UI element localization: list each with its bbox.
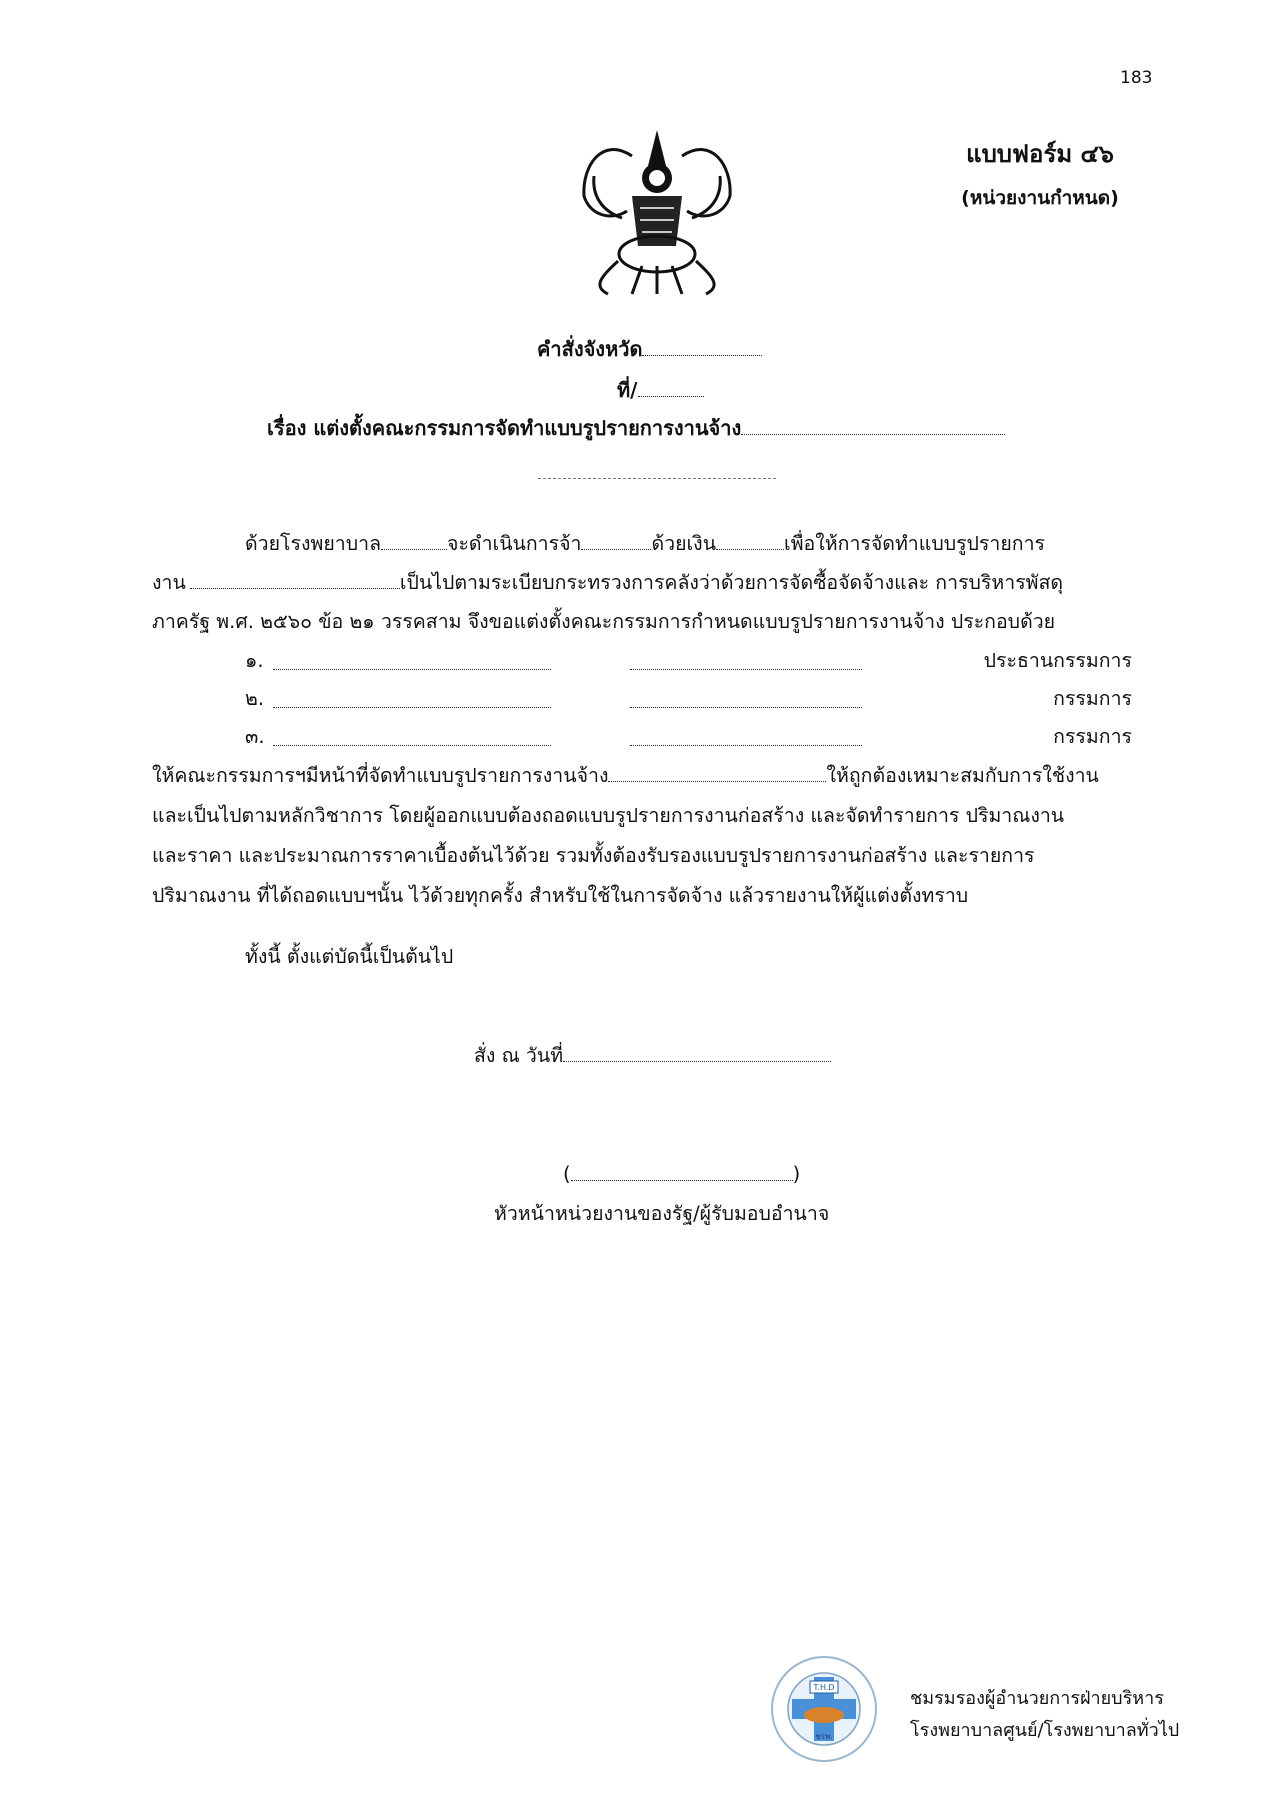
garuda-emblem <box>572 126 742 298</box>
member-role: กรรมการ <box>1053 725 1132 748</box>
signer-name-blank[interactable] <box>571 1160 793 1181</box>
member-name-blank[interactable] <box>273 649 551 670</box>
association-logo <box>770 1655 878 1763</box>
order-number-blank[interactable] <box>638 376 704 397</box>
footer-line-1: ชมรมรองผู้อำนวยการฝ่ายบริหาร <box>910 1688 1164 1709</box>
paragraph-line-2 <box>152 567 1162 598</box>
order-number-line <box>617 374 704 406</box>
signature-name-line <box>563 1160 1273 1186</box>
order-province-line <box>537 333 762 365</box>
footer-text <box>910 1683 1179 1747</box>
member-name-blank[interactable] <box>273 687 551 708</box>
effective-statement: ทั้งนี้ ตั้งแต่บัดนี้เป็นต้นไป <box>245 945 454 968</box>
member-number: ๒. <box>245 687 265 710</box>
member-name-blank[interactable] <box>273 725 551 746</box>
budget-blank[interactable] <box>716 530 784 551</box>
member-role: กรรมการ <box>1053 687 1132 710</box>
order-number-label: ที่/ <box>617 378 638 402</box>
member-role: ประธานกรรมการ <box>983 649 1132 672</box>
p1-text-2: จะดำเนินการจ้า <box>447 532 582 555</box>
member-position-blank[interactable] <box>630 725 862 746</box>
paragraph-line-6: และราคา และประมาณการราคาเบื้องต้นไว้ด้วย รวมทั้งต้องรับรองแบบรูปรายการงานก่อสร้าง และรายการ <box>152 844 1035 867</box>
order-subject-label: เรื่อง แต่งตั้งคณะกรรมการจัดทำแบบรูปรายการงานจ้าง <box>267 416 742 440</box>
footer-line-2: โรงพยาบาลศูนย์/โรงพยาบาลทั่วไป <box>910 1720 1180 1741</box>
form-subtitle: (หน่วยงานกำหนด) <box>961 187 1119 209</box>
order-province-label: คำสั่งจังหวัด <box>537 337 643 361</box>
signer-title: หัวหน้าหน่วยงานของรัฐ/ผู้รับมอบอำนาจ <box>494 1202 830 1225</box>
member-number: ๓. <box>245 725 265 748</box>
p4-text-2: ให้ถูกต้องเหมาะสมกับการใช้งาน <box>826 764 1099 787</box>
paragraph-line-4 <box>152 760 1162 791</box>
p4-text-1: ให้คณะกรรมการฯมีหน้าที่จัดทำแบบรูปรายการงานจ้าง <box>152 764 609 787</box>
p1-text-4: เพื่อให้การจัดทำแบบรูปรายการ <box>784 532 1046 555</box>
paragraph-line-3: ภาครัฐ พ.ศ. ๒๕๖๐ ข้อ ๒๑ วรรคสาม จึงขอแต่งตั้งคณะกรรมการกำหนดแบบรูปรายการงานจ้าง ประกอบด้วย <box>152 610 1056 633</box>
paragraph-line-7: ปริมาณงาน ที่ได้ถอดแบบฯนั้น ไว้ด้วยทุกครั้ง สำหรับใช้ในการจัดจ้าง แล้วรายงานให้ผู้แต่งตั้งทราบ <box>152 884 969 907</box>
paragraph-line-5: และเป็นไปตามหลักวิชาการ โดยผู้ออกแบบต้องถอดแบบรูปรายการงานก่อสร้าง และจัดทำรายการ ปริมาณงาน <box>152 804 1065 827</box>
project-blank[interactable] <box>581 530 651 551</box>
p1-text-3: ด้วยเงิน <box>651 532 717 555</box>
province-blank[interactable] <box>642 335 762 356</box>
order-subject-line <box>267 412 1005 444</box>
member-position-blank[interactable] <box>630 687 862 708</box>
p1-text-1: ด้วยโรงพยาบาล <box>245 532 382 555</box>
form-label <box>940 134 1140 213</box>
hospital-blank[interactable] <box>381 530 447 551</box>
order-date-blank[interactable] <box>563 1042 831 1063</box>
p2-text-1: งาน <box>152 571 186 594</box>
member-row <box>152 721 1162 751</box>
form-title: แบบฟอร์ม ๔๖ <box>966 140 1114 168</box>
page-number: 183 <box>1120 68 1153 88</box>
subject-blank[interactable] <box>741 414 1005 435</box>
member-row <box>152 645 1162 675</box>
paren-open: ( <box>563 1162 571 1186</box>
work-blank[interactable] <box>190 569 400 590</box>
member-row <box>152 683 1162 713</box>
member-position-blank[interactable] <box>630 649 862 670</box>
member-number: ๑. <box>245 649 264 672</box>
paragraph-line-1 <box>152 528 1162 559</box>
duty-work-blank[interactable] <box>608 762 826 783</box>
order-date-label: สั่ง ณ วันที่ <box>474 1044 564 1067</box>
logo-badge-text: T.H.D <box>813 1683 835 1692</box>
logo-label-text: ชรพ. <box>815 1732 833 1741</box>
p2-text-2: เป็นไปตามระเบียบกระทรวงการคลังว่าด้วยการจัดซื้อจัดจ้างและ การบริหารพัสดุ <box>399 571 1064 594</box>
paren-close: ) <box>792 1162 801 1186</box>
order-date-line <box>474 1040 1273 1071</box>
separator-line <box>538 478 776 479</box>
